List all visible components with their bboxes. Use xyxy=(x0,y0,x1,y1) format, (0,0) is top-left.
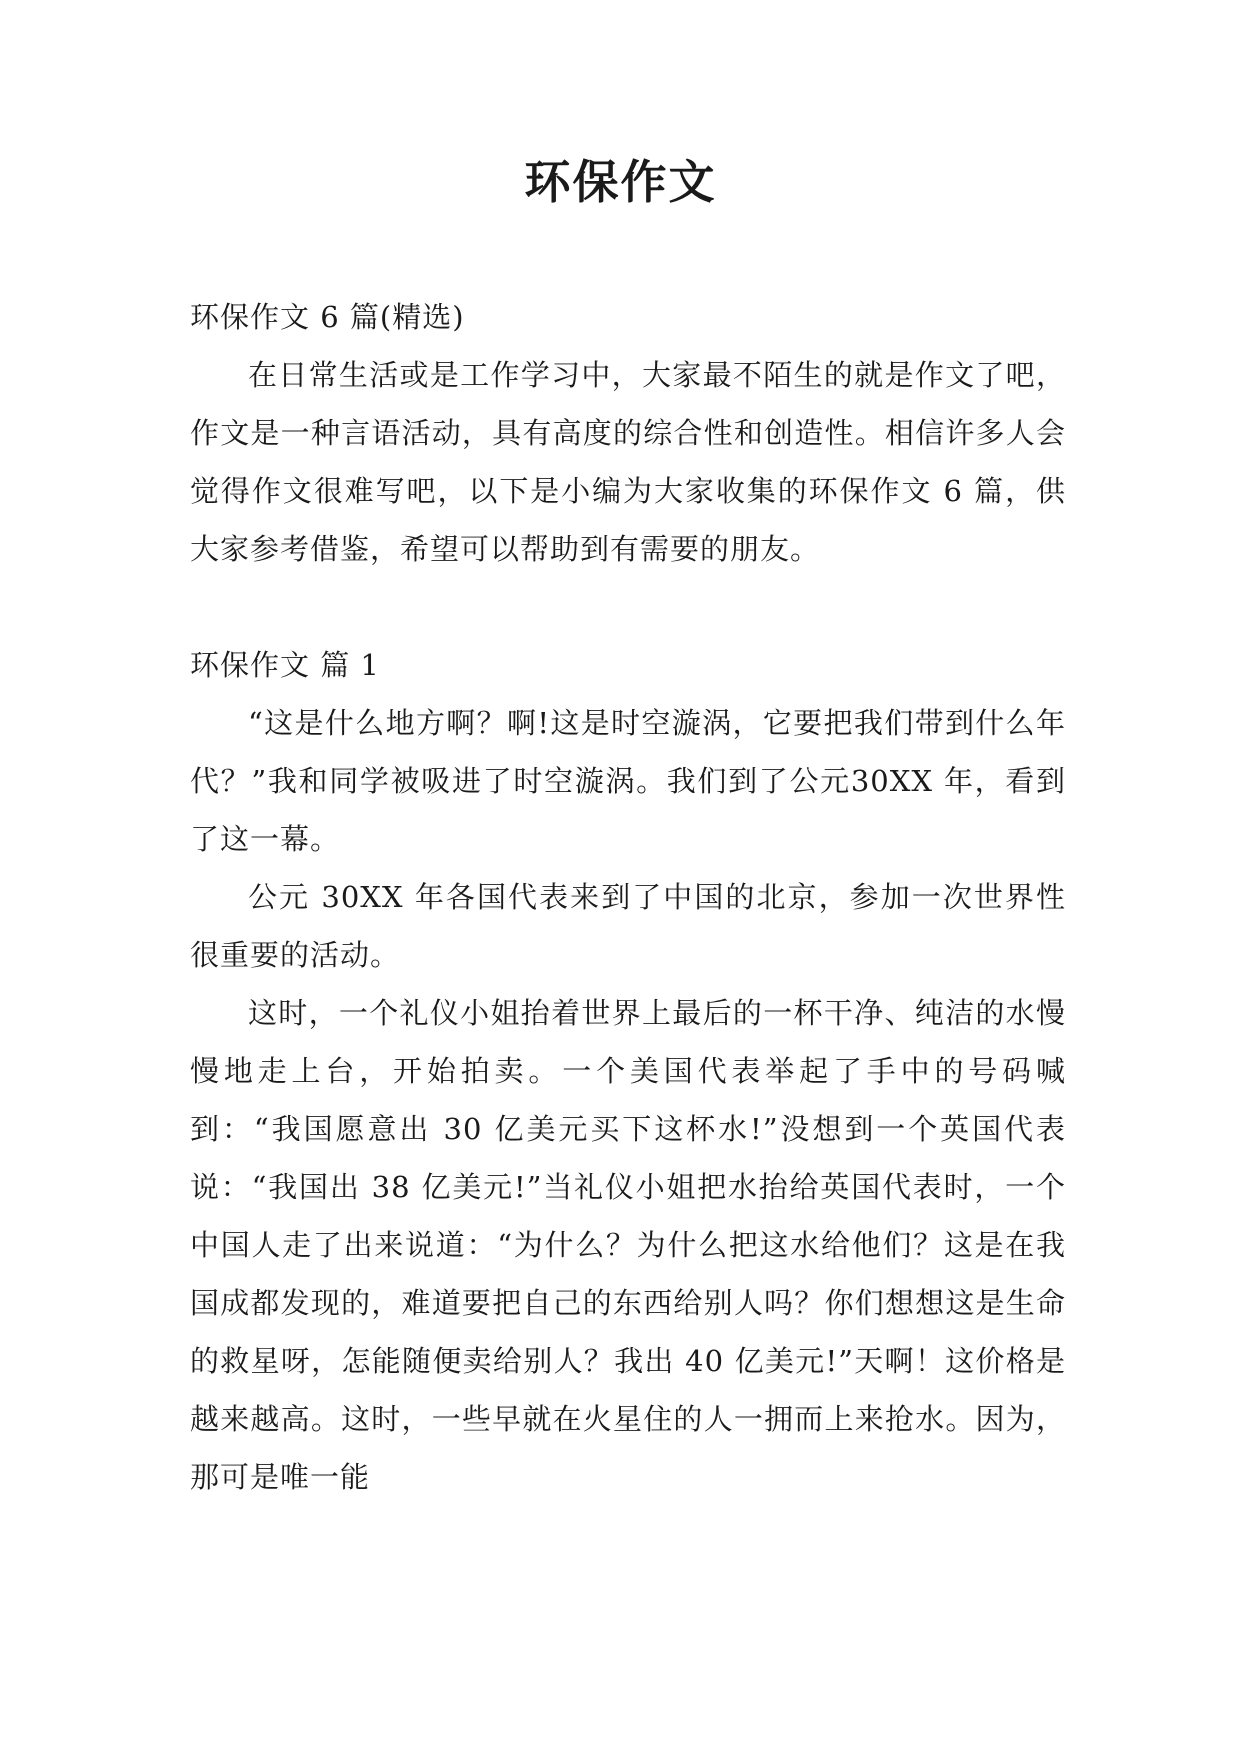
section1-paragraph-3: 这时，一个礼仪小姐抬着世界上最后的一杯干净、纯洁的水慢慢地走上台，开始拍卖。一个美国代表举起了手中的号码喊到：“我国愿意出 30 亿美元买下这杯水!”没想到一个英国代表说：“我国出 38 亿美元!”当礼仪小姐把水抬给英国代表时，一个中国人走了出来说道：“为什么？为什么把这水给他们？这是在我国成都发现的，难道要把自己的东西给别人吗？你们想想这是生命的救星呀，怎能随便卖给别人？我出 40 亿美元!”天啊！这价格是越来越高。这时，一些早就在火星住的人一拥而上来抢水。因为，那可是唯一能 xyxy=(190,996,1066,1494)
section1-paragraph-1: “这是什么地方啊？啊!这是时空漩涡，它要把我们带到什么年代？”我和同学被吸进了时空漩涡。我们到了公元30XX 年，看到了这一幕。 xyxy=(190,706,1066,856)
document-title: 环保作文 xyxy=(524,155,717,209)
intro-heading: 环保作文 6 篇(精选) xyxy=(190,300,465,334)
document-body xyxy=(190,288,1066,1506)
section-spacer xyxy=(190,578,1066,636)
section1-paragraph-2: 公元 30XX 年各国代表来到了中国的北京，参加一次世界性很重要的活动。 xyxy=(190,880,1066,972)
section1-heading: 环保作文 篇 1 xyxy=(190,648,380,682)
intro-paragraph: 在日常生活或是工作学习中，大家最不陌生的就是作文了吧，作文是一种言语活动，具有高度的综合性和创造性。相信许多人会觉得作文很难写吧，以下是小编为大家收集的环保作文 6 篇，供大家参考借鉴，希望可以帮助到有需要的朋友。 xyxy=(190,358,1066,566)
